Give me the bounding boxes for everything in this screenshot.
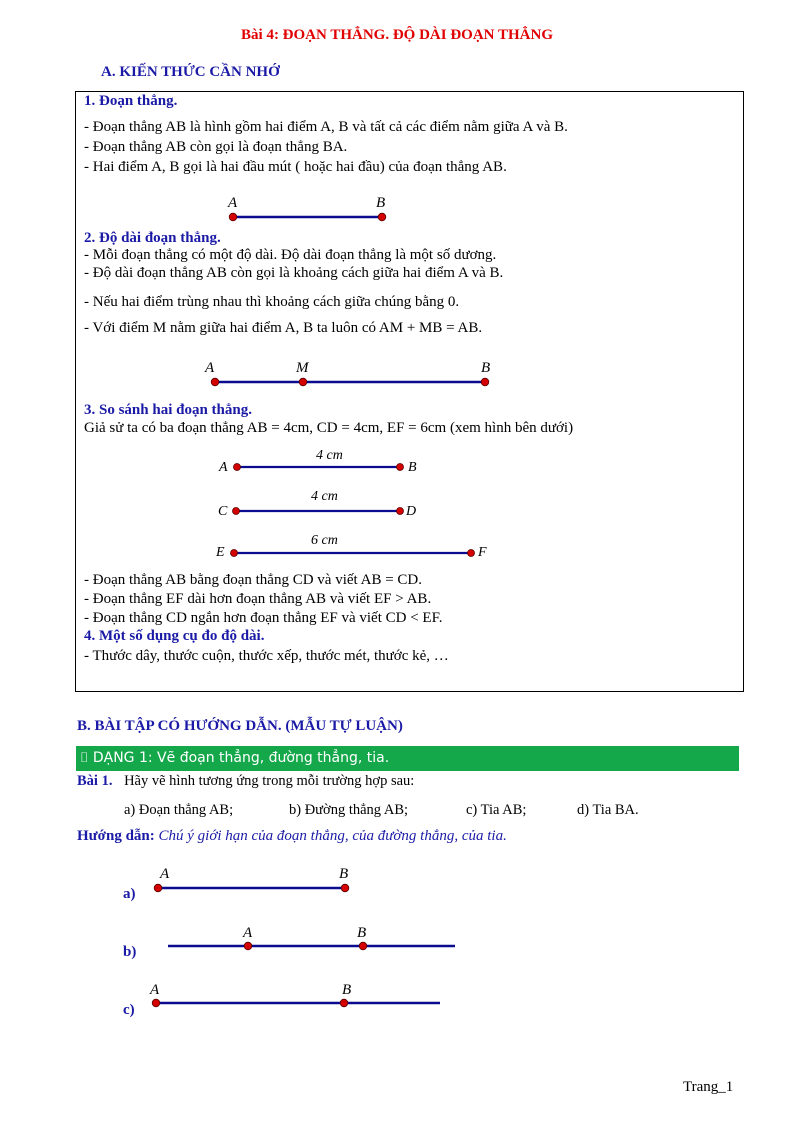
point-label: E xyxy=(216,545,225,560)
point-marker xyxy=(299,378,307,386)
point-marker xyxy=(359,942,367,950)
point-marker xyxy=(341,884,349,892)
part2-line: - Độ dài đoạn thẳng AB còn gọi là khoảng cách giữa hai điểm A và B. xyxy=(84,265,504,281)
point-label: B xyxy=(339,866,349,882)
part3-line: - Đoạn thẳng CD ngắn hơn đoạn thẳng EF và viết CD < EF. xyxy=(84,610,443,626)
part2-heading: 2. Độ dài đoạn thẳng. xyxy=(84,230,221,246)
answer-b-figure xyxy=(168,942,455,950)
part1-heading: 1. Đoạn thẳng. xyxy=(84,93,178,109)
answer-label: a) xyxy=(123,886,136,902)
answer-c-figure xyxy=(152,999,440,1007)
section-b-heading: B. BÀI TẬP CÓ HƯỚNG DẪN. (MẪU TỰ LUẬN) xyxy=(77,718,403,734)
point-label: A xyxy=(219,460,228,475)
section-a-heading: A. KIẾN THỨC CẦN NHỚ xyxy=(101,64,280,80)
point-marker xyxy=(244,942,252,950)
point-label: B xyxy=(357,925,367,941)
segment-amb-figure xyxy=(211,378,489,386)
point-marker xyxy=(397,508,404,515)
point-label: A xyxy=(205,360,215,376)
guide-text: Chú ý giới hạn của đoạn thẳng, của đường thẳng, của tia. xyxy=(158,828,507,844)
point-marker xyxy=(154,884,162,892)
part2-line: - Với điểm M nằm giữa hai điểm A, B ta luôn có AM + MB = AB. xyxy=(84,320,483,336)
answer-label: c) xyxy=(123,1002,135,1018)
exercise-option: b) Đường thẳng AB; xyxy=(289,802,409,818)
point-label: A xyxy=(150,982,160,998)
point-label: B xyxy=(342,982,352,998)
point-label: F xyxy=(478,545,487,560)
point-marker xyxy=(481,378,489,386)
exercise-option: c) Tia AB; xyxy=(466,802,527,818)
page-number: Trang_1 xyxy=(683,1079,734,1095)
point-label: A xyxy=(228,195,238,211)
part3-heading: 3. So sánh hai đoạn thẳng. xyxy=(84,402,252,418)
part1-line: - Hai điểm A, B gọi là hai đầu mút ( hoặc hai đầu) của đoạn thẳng AB. xyxy=(84,159,507,175)
point-marker xyxy=(340,999,348,1007)
point-marker xyxy=(233,508,240,515)
part3-line: - Đoạn thẳng EF dài hơn đoạn thẳng AB và viết EF > AB. xyxy=(84,591,432,607)
point-marker xyxy=(378,213,386,221)
guide-label: Hướng dẫn: xyxy=(77,828,155,844)
part2-line: - Mỗi đoạn thẳng có một độ dài. Độ dài đoạn thẳng là một số dương. xyxy=(84,247,497,263)
segment-ab-figure xyxy=(229,213,386,221)
part1-line: - Đoạn thẳng AB còn gọi là đoạn thẳng BA. xyxy=(84,139,348,155)
page-title: Bài 4: ĐOẠN THẲNG. ĐỘ DÀI ĐOẠN THẲNG xyxy=(241,27,553,43)
point-marker xyxy=(231,550,238,557)
point-marker xyxy=(397,464,404,471)
point-marker xyxy=(234,464,241,471)
segment-comparison-figure xyxy=(231,464,475,557)
point-marker xyxy=(468,550,475,557)
exercise-label: Bài 1. xyxy=(77,773,113,789)
answer-label: b) xyxy=(123,944,137,960)
answer-a-figure xyxy=(154,884,349,892)
exercise-option: d) Tia BA. xyxy=(577,802,639,818)
point-marker xyxy=(229,213,237,221)
segment-length-label: 4 cm xyxy=(316,448,343,463)
dang1-banner: ⌷ DẠNG 1: Vẽ đoạn thẳng, đường thẳng, tia. xyxy=(76,746,739,771)
point-label: C xyxy=(218,504,228,519)
point-marker xyxy=(211,378,219,386)
point-label: B xyxy=(481,360,491,376)
point-label: B xyxy=(408,460,417,475)
part3-intro: Giả sử ta có ba đoạn thẳng AB = 4cm, CD = 4cm, EF = 6cm (xem hình bên dưới) xyxy=(84,420,574,436)
point-label: A xyxy=(160,866,170,882)
part2-line: - Nếu hai điểm trùng nhau thì khoảng cách giữa chúng bằng 0. xyxy=(84,294,460,310)
point-label: M xyxy=(296,360,309,376)
point-label: D xyxy=(406,504,417,519)
segment-length-label: 6 cm xyxy=(311,533,338,548)
part4-heading: 4. Một số dụng cụ đo độ dài. xyxy=(84,628,265,644)
point-label: B xyxy=(376,195,386,211)
part4-line: - Thước dây, thước cuộn, thước xếp, thước mét, thước kẻ, … xyxy=(84,648,449,664)
point-label: A xyxy=(243,925,253,941)
point-marker xyxy=(152,999,160,1007)
exercise-option: a) Đoạn thẳng AB; xyxy=(124,802,234,818)
part3-line: - Đoạn thẳng AB bằng đoạn thẳng CD và viết AB = CD. xyxy=(84,572,423,588)
exercise-text: Hãy vẽ hình tương ứng trong mỗi trường hợp sau: xyxy=(124,773,415,789)
part1-line: - Đoạn thẳng AB là hình gồm hai điểm A, B và tất cả các điểm nằm giữa A và B. xyxy=(84,119,568,135)
segment-length-label: 4 cm xyxy=(311,489,338,504)
